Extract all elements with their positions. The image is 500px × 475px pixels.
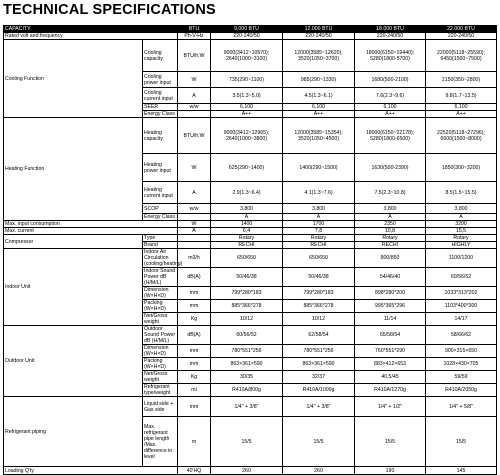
row-unit: A xyxy=(178,228,211,235)
cell-value: 1630(500-2390) xyxy=(355,154,426,182)
cell-value: 1/4" + 1/2" xyxy=(355,397,426,417)
cell-value: 6,4 xyxy=(211,228,283,235)
row-unit: Ph-V-Hz xyxy=(178,33,211,40)
row-unit: mm xyxy=(178,300,211,313)
row-unit: A xyxy=(178,182,211,204)
row-label: Dimension (W×H×D) xyxy=(143,287,178,300)
group-label: Indoor Unit xyxy=(4,249,143,326)
row-unit: BTU/h;W xyxy=(178,118,211,154)
row-label: Dimension (W×H×D) xyxy=(143,345,178,358)
cell-value: A++ xyxy=(283,111,355,118)
cell-value: 1/4" + 3/8" xyxy=(283,397,355,417)
cell-value: 12000(3585~12620); 3520(1050~3700) xyxy=(283,40,355,72)
cell-value: 2.9(1.3~6.4) xyxy=(211,182,283,204)
row-label: SEER xyxy=(143,104,178,111)
cell-value: 220-240/50 xyxy=(426,33,497,40)
cell-value: 220-240/50 xyxy=(355,33,426,40)
table-row xyxy=(4,235,497,242)
row-unit: W xyxy=(178,72,211,88)
row-unit: mm xyxy=(178,287,211,300)
cell-value: Rotary xyxy=(355,235,426,242)
row-unit: Kg xyxy=(178,371,211,384)
cell-value: 50/46/38 xyxy=(283,268,355,287)
cell-value: 1850(300~3200) xyxy=(426,154,497,182)
cell-value: Rotary xyxy=(426,235,497,242)
cell-value: 30/35 xyxy=(211,371,283,384)
cell-value: 6,100 xyxy=(283,104,355,111)
row-unit xyxy=(178,214,211,221)
row-unit: W xyxy=(178,154,211,182)
cell-value: Rotary xyxy=(211,235,283,242)
row-unit xyxy=(178,235,211,242)
row-unit: mm xyxy=(178,397,211,417)
row-label: Cooling current input xyxy=(143,88,178,104)
cell-value: 14/17 xyxy=(426,313,497,326)
cell-value: 6,100 xyxy=(211,104,283,111)
cell-value: 190 xyxy=(355,467,426,475)
cell-value: 760*551*290 xyxy=(355,345,426,358)
cell-value: 15/5 xyxy=(426,417,497,467)
cell-value: 1400 xyxy=(211,221,283,228)
cell-value: 3,800 xyxy=(211,204,283,214)
cell-value: 260 xyxy=(211,467,283,475)
cell-value: RECHI xyxy=(355,242,426,249)
row-label: Heating capacity xyxy=(143,118,178,154)
cell-value: A++ xyxy=(426,111,497,118)
group-label: Outdoor Unit xyxy=(4,326,143,397)
cell-value: 8.5(1.5~15.5) xyxy=(426,182,497,204)
cell-value: 2150(350~2800) xyxy=(426,72,497,88)
cell-value: 18000(6150~22178); 5280(1800-6500) xyxy=(355,118,426,154)
cell-value: 3.5(1.3~5.0) xyxy=(211,88,283,104)
table-row xyxy=(4,397,497,417)
row-label: Heating power input xyxy=(143,154,178,182)
cell-value: R410A/2050g xyxy=(426,384,497,397)
group-label: Heating Function xyxy=(4,118,143,221)
row-label: Outdoor Sound Power dB (H/M/L) xyxy=(143,326,178,345)
cell-value: 1/4" + 5/8" xyxy=(426,397,497,417)
row-label: Heating current input xyxy=(143,182,178,204)
row-label: Liquid side + Gas side xyxy=(143,397,178,417)
cell-value: 1100/1200 xyxy=(426,249,497,268)
cell-value: 22520(5118~27296); 6600(1500~8000) xyxy=(426,118,497,154)
cell-value: 220-240/50 xyxy=(211,33,283,40)
row-label: Refrigerant type/weight xyxy=(143,384,178,397)
cell-value: 799*280*183 xyxy=(211,287,283,300)
table-row xyxy=(4,249,497,268)
cell-value: 780*551*256 xyxy=(211,345,283,358)
cell-value: 650/650 xyxy=(211,249,283,268)
cell-value: 2350 xyxy=(355,221,426,228)
cell-value: 10,8 xyxy=(355,228,426,235)
cell-value: 10/12 xyxy=(283,313,355,326)
cell-value: 9000(3412~12965); 2640(1000~3800) xyxy=(211,118,283,154)
row-unit: Kg xyxy=(178,313,211,326)
row-label: Packing (W×H×D) xyxy=(143,358,178,371)
cell-value: 650/650 xyxy=(283,249,355,268)
table-row xyxy=(4,118,497,154)
row-unit: w/w xyxy=(178,104,211,111)
cell-value: 22000(5118~25590); 6450(1500~7500) xyxy=(426,40,497,72)
table-row xyxy=(4,326,497,345)
row-label: Type xyxy=(143,235,178,242)
row-label: Packing (W×H×D) xyxy=(143,300,178,313)
cell-value: 1680(500-2100) xyxy=(355,72,426,88)
unit-header: BTU xyxy=(178,26,211,33)
row-unit: m xyxy=(178,417,211,467)
row-label: Brand xyxy=(143,242,178,249)
cell-value: 145 xyxy=(426,467,497,475)
cell-value: 3,800 xyxy=(355,204,426,214)
row-label: Rated volt and frequency xyxy=(4,33,178,40)
row-label: Indoor Air Circulation (cooling/heating) xyxy=(144,249,183,267)
cell-value: 15/5 xyxy=(355,417,426,467)
cell-value: 220-240/50 xyxy=(283,33,355,40)
cell-value: 863×361×590 xyxy=(211,358,283,371)
cell-value: A xyxy=(211,214,283,221)
cell-value: 50/46/38 xyxy=(211,268,283,287)
cell-value: 800/850 xyxy=(355,249,426,268)
row-label: Cooling capacity xyxy=(143,40,178,72)
cell-value: 995*365*296 xyxy=(355,300,426,313)
cell-value: 1028×430×705 xyxy=(426,358,497,371)
cell-value: 15,5 xyxy=(426,228,497,235)
cell-value: A++ xyxy=(211,111,283,118)
cell-value: 4.5(1.3~6.1) xyxy=(283,88,355,104)
cell-value: 54/46/40 xyxy=(355,268,426,287)
row-label: Indoor Sound Power dB (H/M/L) xyxy=(143,268,178,287)
cell-value: 15/5 xyxy=(283,417,355,467)
cell-value: 6,100 xyxy=(355,104,426,111)
cell-value: Rotary xyxy=(283,235,355,242)
cell-value: RECHI xyxy=(283,242,355,249)
table-row xyxy=(4,221,497,228)
cell-value: 1/4" + 3/8" xyxy=(211,397,283,417)
row-unit: BTU/h;W xyxy=(178,40,211,72)
row-unit: mm xyxy=(178,358,211,371)
cell-value: 1103*400*300 xyxy=(426,300,497,313)
group-label: Compressor xyxy=(4,235,143,249)
cell-value: 260 xyxy=(283,467,355,475)
cell-value: 7.5(2.3~10.8) xyxy=(355,182,426,204)
cell-value: A xyxy=(355,214,426,221)
cell-value: R410A/1000g xyxy=(283,384,355,397)
cell-value: 799*280*183 xyxy=(283,287,355,300)
row-unit: A xyxy=(178,88,211,104)
cell-value: 60/56/52 xyxy=(211,326,283,345)
cell-value: 1400(290~1500) xyxy=(283,154,355,182)
row-unit: dB(A) xyxy=(178,268,211,287)
cell-value: 898*280*200 xyxy=(355,287,426,300)
cell-value: 883×412×653 xyxy=(355,358,426,371)
row-label: Loading Q'ty xyxy=(4,467,178,475)
cell-value: 60/56/52 xyxy=(426,268,497,287)
cell-value: 9.8(1.7~13.5) xyxy=(426,88,497,104)
row-unit: mm xyxy=(178,345,211,358)
cell-value: R410A/800g xyxy=(211,384,283,397)
row-label: Net/Gross weight xyxy=(143,313,178,326)
cell-value: 59/59 xyxy=(426,371,497,384)
cell-value: 900×315×650 xyxy=(426,345,497,358)
cell-value: 32/37 xyxy=(283,371,355,384)
row-unit: w/w xyxy=(178,204,211,214)
model-header: 9.000 BTU xyxy=(211,26,283,33)
table-row xyxy=(4,33,497,40)
cell-value: 58/66/62 xyxy=(426,326,497,345)
cell-value: 1700 xyxy=(283,221,355,228)
cell-value: 1033*313*202 xyxy=(426,287,497,300)
cell-value: A xyxy=(283,214,355,221)
cell-value: 985(290~1330) xyxy=(283,72,355,88)
cell-value: 15/5 xyxy=(211,417,283,467)
table-row xyxy=(4,467,497,475)
cell-value: R410A/1270g xyxy=(355,384,426,397)
cell-value: 735(290~1100) xyxy=(211,72,283,88)
row-label: Max. input consumption xyxy=(4,221,178,228)
cell-value: A xyxy=(426,214,497,221)
table-row xyxy=(4,228,497,235)
row-label: Energy Class xyxy=(143,111,178,118)
row-unit: dB(A) xyxy=(178,326,211,345)
row-label: Max. refrigerant pipe length /Max. difference in level xyxy=(143,417,178,467)
cell-value: 4.1(1.3~7.6) xyxy=(283,182,355,204)
cell-value: 780*551*256 xyxy=(283,345,355,358)
header-row xyxy=(4,26,497,33)
cell-value: 885*366*278 xyxy=(211,300,283,313)
cell-value: A++ xyxy=(355,111,426,118)
row-unit: m3/h xyxy=(178,249,211,268)
row-label: Net/Gross weight xyxy=(143,371,178,384)
cell-value: RECHI xyxy=(211,242,283,249)
model-header: 18.000 BTU xyxy=(355,26,426,33)
cell-value: 863×361×590 xyxy=(283,358,355,371)
row-label: Energy Class xyxy=(143,214,178,221)
capacity-header: CAPACITY xyxy=(4,26,178,33)
table-row xyxy=(4,40,497,72)
cell-value: 18000(6150~19440); 5280(1800-5700) xyxy=(355,40,426,72)
cell-value: HIGHLY xyxy=(426,242,497,249)
cell-value: 3,800 xyxy=(426,204,497,214)
model-header: 12.000 BTU xyxy=(283,26,355,33)
cell-value: 885*366*278 xyxy=(283,300,355,313)
row-unit: W xyxy=(178,221,211,228)
cell-value: 625(290~1400) xyxy=(211,154,283,182)
cell-value: 9000(3412~10570); 2640(1000~3100) xyxy=(211,40,283,72)
cell-value: 10/12 xyxy=(211,313,283,326)
cell-value: 62/58/54 xyxy=(283,326,355,345)
group-label: Cooling Function xyxy=(4,40,143,118)
row-label: Max. current xyxy=(4,228,178,235)
row-unit: 40'HQ xyxy=(178,467,211,475)
spec-table xyxy=(3,25,497,475)
cell-value: 11/14 xyxy=(355,313,426,326)
cell-value: 3200 xyxy=(426,221,497,228)
row-label: Cooling power input xyxy=(143,72,178,88)
model-header: 22.000 BTU xyxy=(426,26,497,33)
cell-value: 6,100 xyxy=(426,104,497,111)
row-unit xyxy=(178,111,211,118)
cell-value: 40.5/45 xyxy=(355,371,426,384)
cell-value: 65/58/54 xyxy=(355,326,426,345)
group-label: Refrigerant piping xyxy=(4,397,143,467)
row-label: SCOP xyxy=(143,204,178,214)
cell-value: 7.6(2.3~9.6) xyxy=(355,88,426,104)
row-unit xyxy=(178,242,211,249)
cell-value: 7,8 xyxy=(283,228,355,235)
row-unit: ml xyxy=(178,384,211,397)
page-title: TECHNICAL SPECIFICATIONS xyxy=(3,2,216,18)
cell-value: 12000(3585~15354); 3520(1050~4500) xyxy=(283,118,355,154)
cell-value: 3,800 xyxy=(283,204,355,214)
